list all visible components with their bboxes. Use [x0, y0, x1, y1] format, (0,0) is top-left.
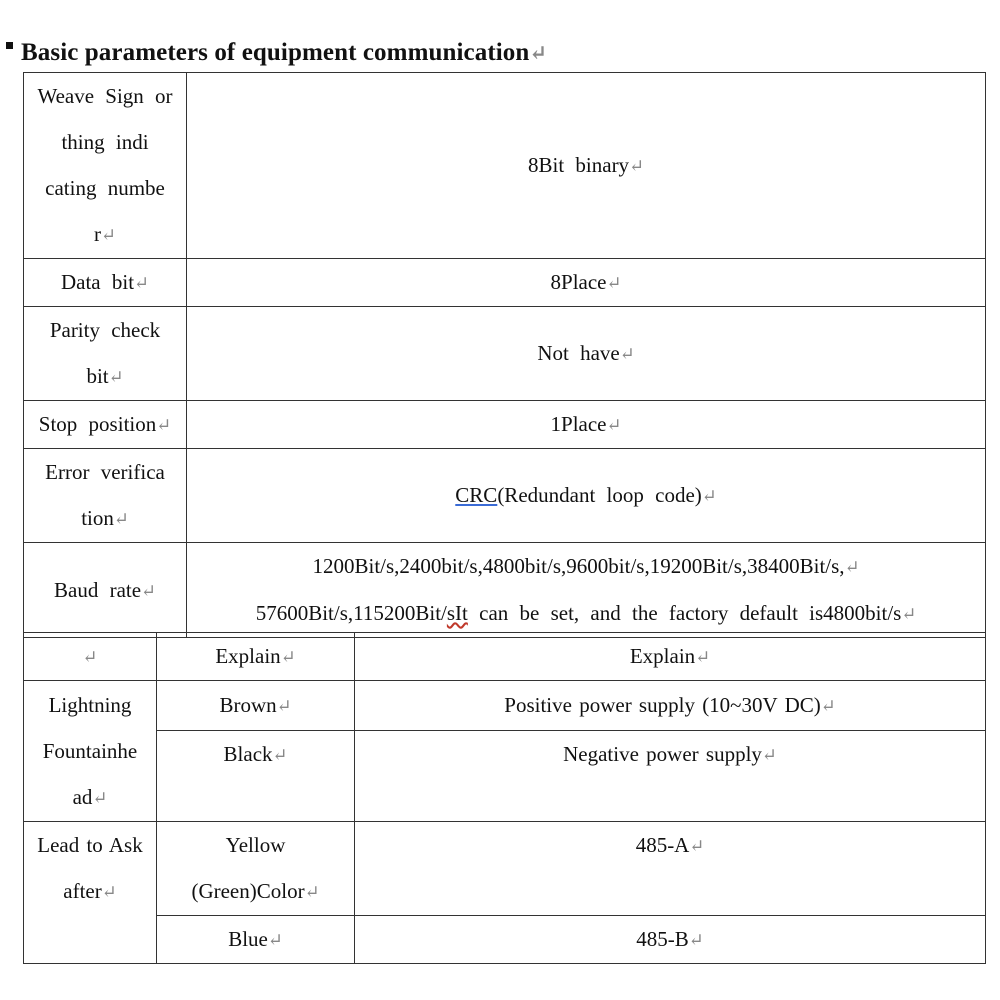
- param-value-cell: 8Bit binary↵: [187, 73, 986, 259]
- desc-cell: 485-B↵: [355, 916, 986, 964]
- group-label: Lightning Fountainhe ad: [42, 692, 138, 809]
- heading-text: Basic parameters of equipment communication: [21, 39, 530, 66]
- wire-cell: Yellow (Green)Color↵: [157, 822, 355, 916]
- wire-color: Brown: [219, 693, 277, 717]
- param-value-cell: Not have↵: [187, 307, 986, 401]
- param-label: Stop position: [38, 412, 157, 436]
- desc-cell: 485-A↵: [355, 822, 986, 916]
- header-cell: Explain↵: [157, 633, 355, 681]
- table-row: [24, 401, 986, 449]
- desc-cell: Positive power supply (10~30V DC)↵: [355, 681, 986, 731]
- table-row: [24, 916, 986, 964]
- param-value-cell: 1200Bit/s,2400bit/s,4800bit/s,9600bit/s,19200Bit/s,38400Bit/s,↵ 57600Bit/s,115200Bit/sIt can be set, and the factory default is4800bit/s↵: [187, 543, 986, 638]
- communication-parameters-table: [23, 72, 986, 638]
- param-label: Weave Sign or thing indi cating numbe r: [37, 84, 173, 246]
- param-label: Parity check bit: [49, 318, 161, 388]
- wire-cell: Blue↵: [157, 916, 355, 964]
- header-cell: Explain↵: [355, 633, 986, 681]
- baud-line-2c: can be set, and the factory default is4800bit/s: [467, 601, 902, 625]
- param-label-cell: Data bit↵: [24, 259, 187, 307]
- param-label-cell: Stop position↵: [24, 401, 187, 449]
- table-row: [24, 307, 986, 401]
- bullet-square-icon: [6, 42, 13, 49]
- table-row: [24, 259, 986, 307]
- param-label-cell: Parity check bit↵: [24, 307, 187, 401]
- table-row: [24, 731, 986, 822]
- desc-cell: Negative power supply↵: [355, 731, 986, 822]
- header-explain-2: Explain: [629, 644, 696, 668]
- param-label-cell: Error verifica tion↵: [24, 449, 187, 543]
- param-value-cell: 1Place↵: [187, 401, 986, 449]
- baud-line-1: 1200Bit/s,2400bit/s,4800bit/s,9600bit/s,19200Bit/s,38400Bit/s,: [312, 554, 845, 578]
- wiring-table: [23, 632, 986, 964]
- wire-color: Black: [223, 742, 273, 766]
- return-mark-icon: ↵: [529, 40, 548, 65]
- param-label: Baud rate: [54, 577, 142, 602]
- wire-cell: Black↵: [157, 731, 355, 822]
- table-row: [24, 822, 986, 916]
- wire-color: Yellow (Green)Color: [191, 833, 305, 903]
- param-value: (Redundant loop code): [497, 483, 702, 507]
- crc-text: CRC: [455, 483, 498, 507]
- wire-desc: Positive power supply (10~30V DC): [504, 693, 821, 717]
- table-row: [24, 73, 986, 259]
- param-label-cell: Baud rate↵: [24, 543, 187, 638]
- table-row: [24, 449, 986, 543]
- baud-line-2b: sIt: [446, 601, 468, 625]
- param-label: Data bit: [60, 270, 135, 294]
- table-row: [24, 681, 986, 731]
- param-value-cell: CRC(Redundant loop code)↵: [187, 449, 986, 543]
- wire-cell: Brown↵: [157, 681, 355, 731]
- wire-desc: 485-A: [635, 833, 690, 857]
- header-cell: ↵: [24, 633, 157, 681]
- param-label: Error verifica tion: [45, 460, 165, 530]
- param-value: Not have: [537, 341, 620, 365]
- wire-desc: Negative power supply: [563, 742, 762, 766]
- table-row: [24, 543, 986, 638]
- param-value: 8Place: [550, 270, 607, 294]
- param-value: 8Bit binary: [527, 153, 630, 177]
- group-label-cell: Lightning Fountainhe ad↵: [24, 681, 157, 822]
- param-value-cell: 8Place↵: [187, 259, 986, 307]
- group-label: Lead to Ask after: [37, 833, 143, 903]
- wire-desc: 485-B: [636, 927, 689, 951]
- header-explain-1: Explain: [215, 644, 281, 668]
- baud-line-2a: 57600Bit/s,115200Bit/: [255, 601, 447, 625]
- param-label-cell: Weave Sign or thing indi cating numbe r↵: [24, 73, 187, 259]
- table-header-row: [24, 633, 986, 681]
- param-value: 1Place: [550, 412, 607, 436]
- group-label-cell: Lead to Ask after↵: [24, 822, 157, 964]
- section-heading: [6, 36, 547, 70]
- wire-color: Blue: [228, 927, 268, 951]
